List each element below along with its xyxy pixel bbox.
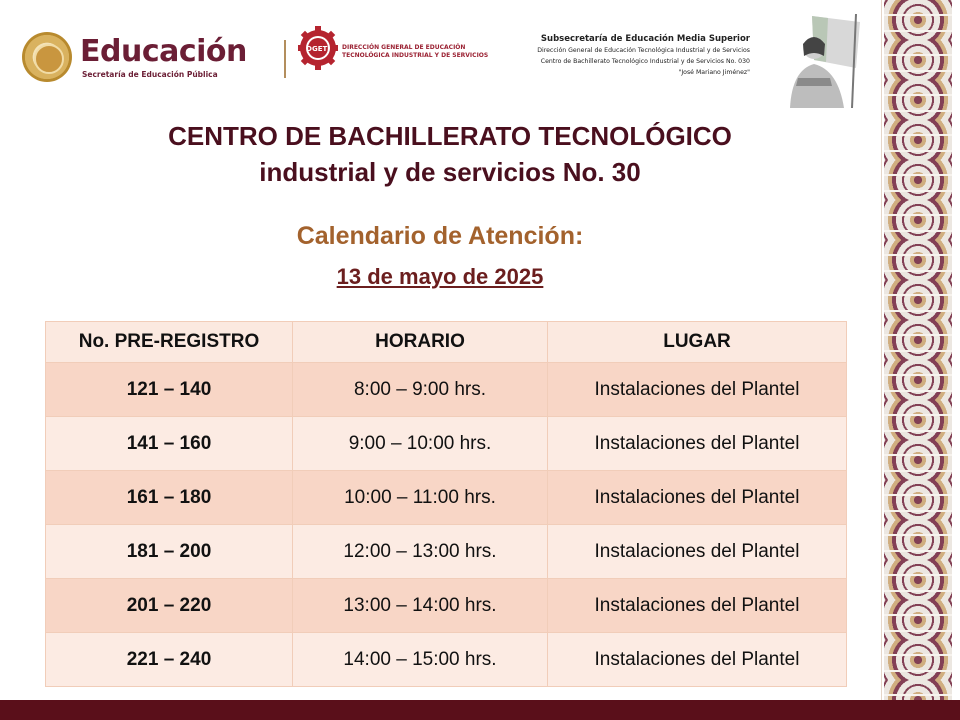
calendar-heading: Calendario de Atención: bbox=[296, 222, 584, 250]
logo-divider bbox=[284, 40, 286, 78]
dgeti-line: Dirección General de Educación Tecnológica Industrial y de Servicios bbox=[537, 47, 750, 54]
cell-horario: 13:00 – 14:00 hrs. bbox=[293, 579, 548, 633]
cell-no: 161 – 180 bbox=[46, 471, 293, 525]
floral-border-icon bbox=[884, 0, 952, 700]
educacion-logo-text: Educación bbox=[80, 34, 247, 69]
cell-horario: 14:00 – 15:00 hrs. bbox=[293, 633, 548, 687]
cell-horario: 10:00 – 11:00 hrs. bbox=[293, 471, 548, 525]
table-row bbox=[46, 363, 847, 417]
cell-no: 221 – 240 bbox=[46, 633, 293, 687]
cell-no: 141 – 160 bbox=[46, 417, 293, 471]
subsecretaria-line: Subsecretaría de Educación Media Superior bbox=[540, 34, 750, 44]
cell-lugar: Instalaciones del Plantel bbox=[548, 471, 847, 525]
cell-horario: 12:00 – 13:00 hrs. bbox=[293, 525, 548, 579]
heroine-illustration-icon bbox=[752, 8, 868, 110]
border-divider bbox=[881, 0, 882, 700]
cell-lugar: Instalaciones del Plantel bbox=[548, 633, 847, 687]
cell-lugar: Instalaciones del Plantel bbox=[548, 417, 847, 471]
page-title bbox=[0, 118, 900, 190]
cell-lugar: Instalaciones del Plantel bbox=[548, 579, 847, 633]
cell-horario: 9:00 – 10:00 hrs. bbox=[293, 417, 548, 471]
dgeti-text-line1: DIRECCIÓN GENERAL DE EDUCACIÓN bbox=[342, 44, 466, 51]
cell-lugar: Instalaciones del Plantel bbox=[548, 525, 847, 579]
cell-no: 121 – 140 bbox=[46, 363, 293, 417]
header-lugar: LUGAR bbox=[548, 322, 847, 363]
table-row bbox=[46, 579, 847, 633]
mexico-seal-icon bbox=[22, 32, 72, 82]
cbtis-line: Centro de Bachillerato Tecnológico Industrial y de Servicios No. 030 bbox=[540, 58, 750, 65]
page-title-line1: CENTRO DE BACHILLERATO TECNOLÓGICO bbox=[168, 121, 732, 151]
cell-no: 201 – 220 bbox=[46, 579, 293, 633]
cell-no: 181 – 200 bbox=[46, 525, 293, 579]
dgeti-gear-icon bbox=[298, 24, 338, 72]
dgeti-text bbox=[342, 44, 488, 60]
footer-bar bbox=[0, 700, 960, 720]
cell-lugar: Instalaciones del Plantel bbox=[548, 363, 847, 417]
table-row bbox=[46, 525, 847, 579]
dgeti-logo-text: DGETI bbox=[306, 45, 330, 53]
schedule-table bbox=[45, 321, 847, 687]
page-title-line2: industrial y de servicios No. 30 bbox=[259, 157, 641, 187]
sep-subtitle: Secretaría de Educación Pública bbox=[82, 70, 218, 79]
header-horario: HORARIO bbox=[293, 322, 548, 363]
table-header-row bbox=[46, 322, 847, 363]
table-row bbox=[46, 633, 847, 687]
dgeti-text-line2: TECNOLÓGICA INDUSTRIAL Y DE SERVICIOS bbox=[342, 52, 489, 59]
table-row bbox=[46, 417, 847, 471]
calendar-date: 13 de mayo de 2025 bbox=[336, 264, 544, 289]
header-no-preregistro: No. PRE-REGISTRO bbox=[46, 322, 293, 363]
table-row bbox=[46, 471, 847, 525]
institution-header bbox=[537, 34, 750, 78]
school-name-line: "José Mariano Jiménez" bbox=[678, 69, 750, 76]
cell-horario: 8:00 – 9:00 hrs. bbox=[293, 363, 548, 417]
